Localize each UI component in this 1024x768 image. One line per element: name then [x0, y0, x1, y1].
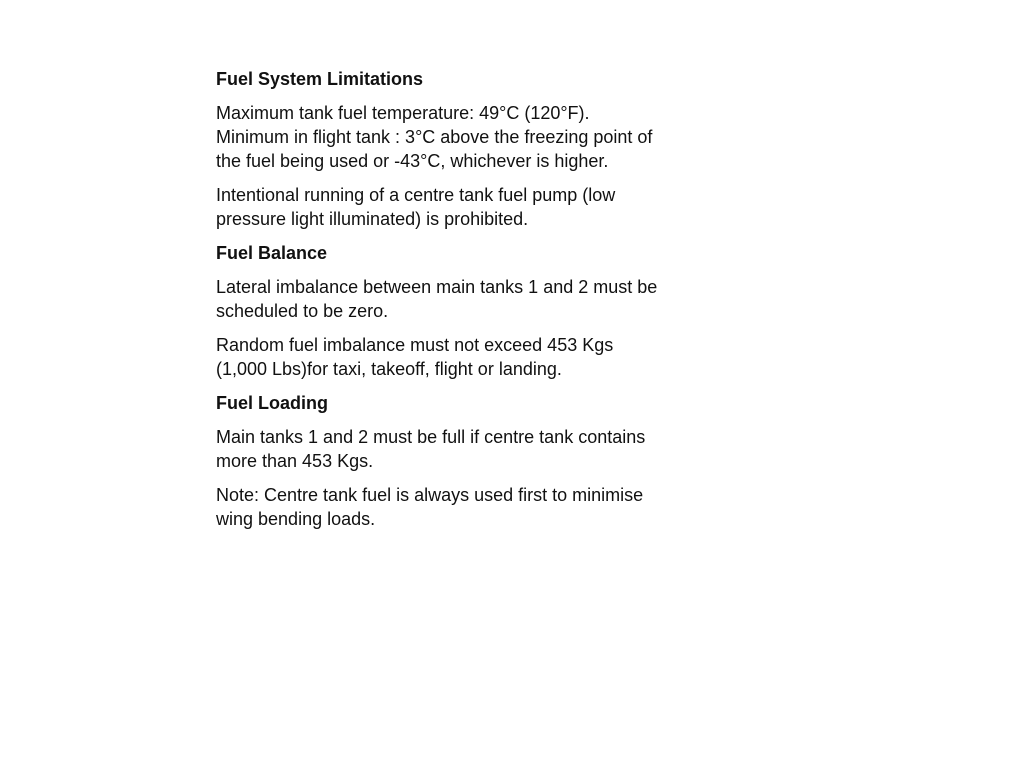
paragraph-line: Random fuel imbalance must not exceed 453 Kgs: [216, 335, 614, 355]
paragraph-line: pressure light illuminated) is prohibited.: [216, 209, 529, 229]
paragraph-line: the fuel being used or -43°C, whichever is higher.: [216, 151, 609, 171]
paragraph-line: (1,000 Lbs)for taxi, takeoff, flight or landing.: [216, 359, 562, 379]
paragraph-lateral-imbalance: [216, 275, 736, 323]
paragraph-fuel-temperature: [216, 101, 736, 173]
paragraph-line: scheduled to be zero.: [216, 301, 389, 321]
paragraph-note-centre-tank: [216, 483, 736, 531]
paragraph-line: wing bending loads.: [216, 509, 376, 529]
section-heading-fuel-balance: Fuel Balance: [216, 243, 328, 263]
paragraph-line: Intentional running of a centre tank fuel pump (low: [216, 185, 616, 205]
paragraph-line: Maximum tank fuel temperature: 49°C (120°F).: [216, 103, 590, 123]
paragraph-main-tanks-full: [216, 425, 736, 473]
paragraph-random-imbalance: [216, 333, 736, 381]
paragraph-line: Main tanks 1 and 2 must be full if centre tank contains: [216, 427, 646, 447]
paragraph-line: Lateral imbalance between main tanks 1 and 2 must be: [216, 277, 658, 297]
paragraph-line: Minimum in flight tank : 3°C above the freezing point of: [216, 127, 653, 147]
paragraph-line: Note: Centre tank fuel is always used first to minimise: [216, 485, 644, 505]
document-page: [216, 67, 736, 541]
paragraph-line: more than 453 Kgs.: [216, 451, 374, 471]
section-heading-fuel-loading: Fuel Loading: [216, 393, 328, 413]
section-heading-fuel-system-limitations: Fuel System Limitations: [216, 69, 424, 89]
paragraph-centre-tank-pump: [216, 183, 736, 231]
